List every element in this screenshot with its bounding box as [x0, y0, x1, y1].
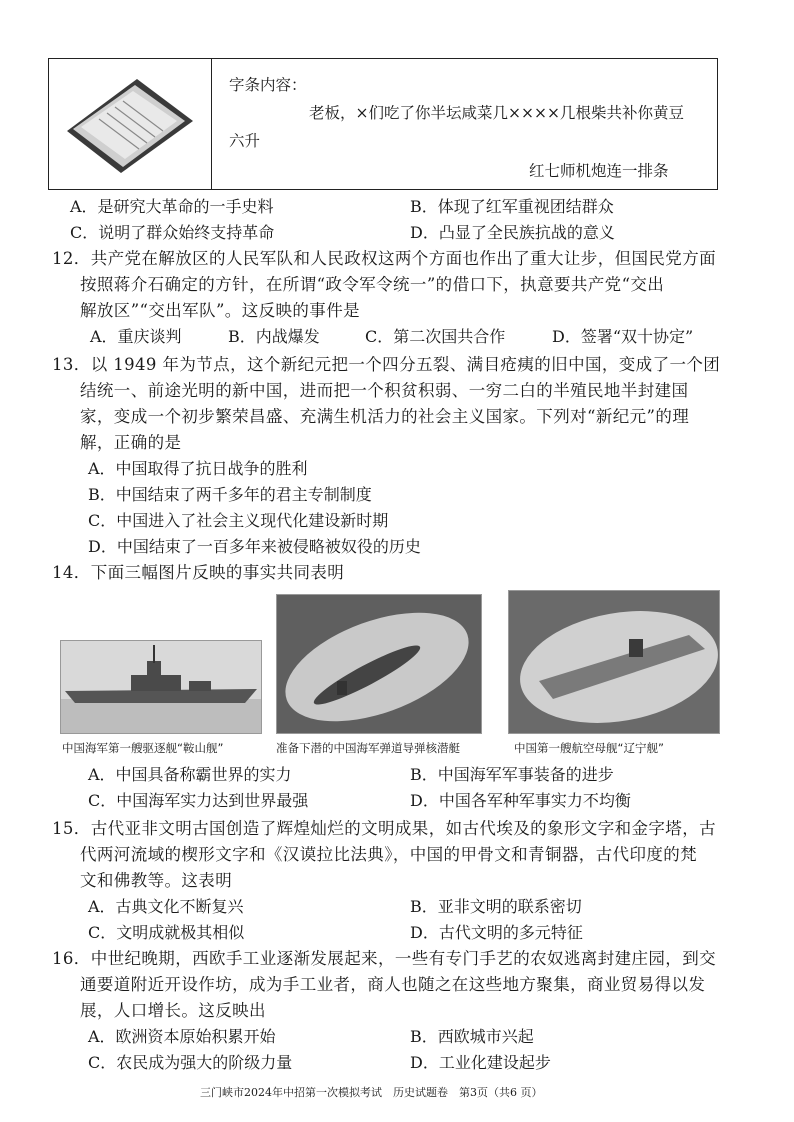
q11-option-d: D．凸显了全民族抗战的意义 — [410, 223, 615, 242]
note-box — [48, 58, 718, 190]
q16-option-d: D．工业化建设起步 — [410, 1053, 551, 1072]
destroyer-photo — [60, 640, 262, 734]
q13-option-c: C．中国进入了社会主义现代化建设新时期 — [88, 511, 389, 530]
q12-option-a: A．重庆谈判 — [90, 327, 182, 346]
q16-option-c: C．农民成为强大的阶级力量 — [88, 1053, 293, 1072]
q15-option-c: C．文明成就极其相似 — [88, 923, 245, 942]
note-signature: 红七师机炮连一排条 — [529, 162, 669, 180]
q12-text-line1: 12．共产党在解放区的人民军队和人民政权这两个方面也作出了重大让步，但国民党方面 — [52, 249, 716, 268]
q13-text-line1: 13．以 1949 年为节点，这个新纪元把一个四分五裂、满目疮痍的旧中国，变成了一个团 — [52, 355, 721, 374]
q16-text-line2: 通要道附近开设作坊，成为手工业者，商人也随之在这些地方聚集，商业贸易得以发 — [80, 975, 706, 994]
submarine-photo — [276, 594, 482, 734]
q15-option-d: D．古代文明的多元特征 — [410, 923, 583, 942]
q16-option-a: A．欧洲资本原始积累开始 — [88, 1027, 276, 1046]
q13-text-line4: 解，正确的是 — [80, 433, 182, 452]
q15-option-b: B．亚非文明的联系密切 — [410, 897, 582, 916]
q11-option-c: C．说明了群众始终支持革命 — [70, 223, 275, 242]
q16-text-line1: 16．中世纪晚期，西欧手工业逐渐发展起来，一些有专门手艺的农奴逃离封建庄园，到交 — [52, 949, 716, 968]
note-photo — [59, 69, 199, 179]
q13-option-a: A．中国取得了抗日战争的胜利 — [88, 459, 308, 478]
q14-option-d: D．中国各军种军事实力不均衡 — [410, 791, 631, 810]
q13-text-line2: 结统一、前途光明的新中国，进而把一个积贫积弱、一穷二白的半殖民地半封建国 — [80, 381, 689, 400]
q16-option-b: B．西欧城市兴起 — [410, 1027, 534, 1046]
submarine-caption: 准备下潜的中国海军弹道导弹核潜艇 — [276, 741, 460, 755]
carrier-photo — [508, 590, 720, 734]
carrier-caption: 中国第一艘航空母舰“辽宁舰” — [514, 741, 664, 755]
q13-option-b: B．中国结束了两千多年的君主专制制度 — [88, 485, 372, 504]
q13-text-line3: 家，变成一个初步繁荣昌盛、充满生机活力的社会主义国家。下列对“新纪元”的理 — [80, 407, 690, 426]
q12-option-d: D．签署“双十协定” — [552, 327, 694, 346]
note-text-line1: 老板，×们吃了你半坛咸菜几××××几根柴共补你黄豆 — [309, 104, 684, 122]
q16-text-line3: 展，人口增长。这反映出 — [80, 1001, 266, 1020]
q12-text-line3: 解放区”“交出军队”。这反映的事件是 — [80, 301, 361, 320]
q14-option-a: A．中国具备称霸世界的实力 — [88, 765, 292, 784]
q13-option-d: D．中国结束了一百多年来被侵略被奴役的历史 — [88, 537, 421, 556]
q11-option-a: A．是研究大革命的一手史料 — [70, 197, 274, 216]
note-text-line2: 六升 — [229, 132, 261, 150]
q12-text-line2: 按照蒋介石确定的方针，在所谓“政令军令统一”的借口下，执意要共产党“交出 — [80, 275, 665, 294]
q11-option-b: B．体现了红军重视团结群众 — [410, 197, 614, 216]
q15-text-line1: 15．古代亚非文明古国创造了辉煌灿烂的文明成果，如古代埃及的象形文字和金字塔，古 — [52, 819, 716, 838]
q14-text-line1: 14．下面三幅图片反映的事实共同表明 — [52, 563, 345, 582]
q15-option-a: A．古典文化不断复兴 — [88, 897, 244, 916]
destroyer-caption: 中国海军第一艘驱逐舰“鞍山舰” — [62, 741, 224, 755]
q14-option-b: B．中国海军军事装备的进步 — [410, 765, 614, 784]
q12-option-c: C．第二次国共合作 — [365, 327, 506, 346]
q14-option-c: C．中国海军实力达到世界最强 — [88, 791, 309, 810]
q15-text-line2: 代两河流域的楔形文字和《汉谟拉比法典》，中国的甲骨文和青铜器，古代印度的梵 — [80, 845, 698, 864]
note-box-divider — [211, 59, 212, 189]
note-label: 字条内容： — [229, 76, 307, 94]
q15-text-line3: 文和佛教等。这表明 — [80, 871, 233, 890]
q12-option-b: B．内战爆发 — [228, 327, 320, 346]
page-footer: 三门峡市2024年中招第一次模拟考试 历史试题卷 第3页（共6 页） — [200, 1086, 543, 1099]
